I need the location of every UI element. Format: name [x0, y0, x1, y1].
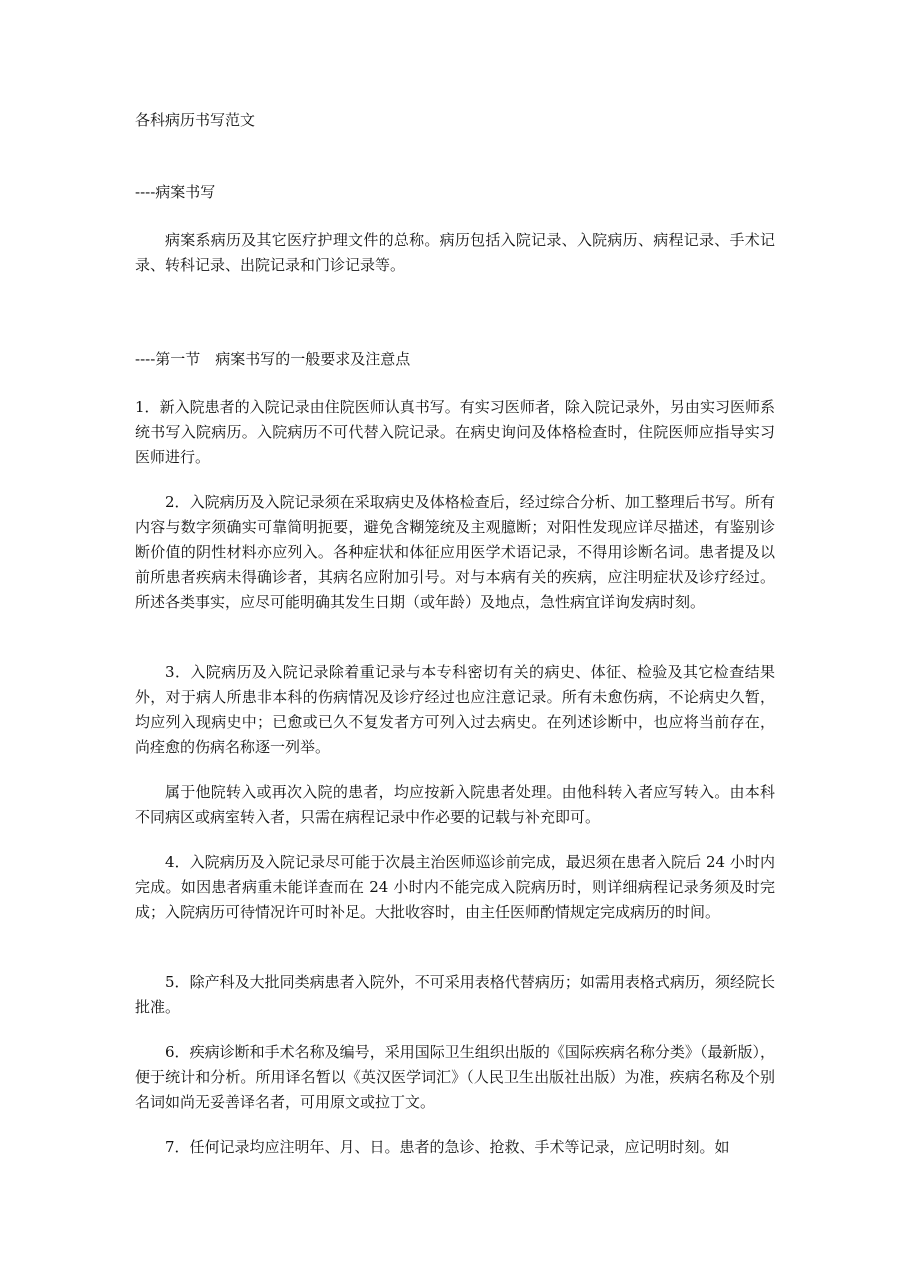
paragraph-4: 4．入院病历及入院记录尽可能于次晨主治医师巡诊前完成，最迟须在患者入院后 24 小时内完成。如因患者病重未能详查而在 24 小时内不能完成入院病历时，则详细病程记录务须及时完成；入院病历可待情况许可时补足。大批收容时，由主任医师酌情规定完成病历的时间。 [135, 853, 775, 921]
section-heading: ----病案书写 [135, 183, 216, 201]
paragraph-transfer: 属于他院转入或再次入院的患者，均应按新入院患者处理。由他科转入者应写转入。由本科不同病区或病室转入者，只需在病程记录中作必要的记载与补充即可。 [135, 783, 775, 826]
chapter-heading: ----第一节 病案书写的一般要求及注意点 [135, 350, 411, 368]
paragraph-5: 5．除产科及大批同类病患者入院外，不可采用表格代替病历；如需用表格式病历，须经院长批准。 [135, 973, 775, 1016]
paragraph-6: 6．疾病诊断和手术名称及编号，采用国际卫生组织出版的《国际疾病名称分类》（最新版），便于统计和分析。所用译名暂以《英汉医学词汇》（人民卫生出版社出版）为准，疾病名称及个别名词如尚无妥善译名者，可用原文或拉丁文。 [135, 1043, 775, 1111]
paragraph-1: 1．新入院患者的入院记录由住院医师认真书写。有实习医师者，除入院记录外，另由实习医师系统书写入院病历。入院病历不可代替入院记录。在病史询问及体格检查时，住院医师应指导实习医师进行。 [135, 398, 775, 466]
document-title: 各科病历书写范文 [135, 111, 256, 129]
paragraph-2: 2．入院病历及入院记录须在采取病史及体格检查后，经过综合分析、加工整理后书写。所有内容与数字须确实可靠简明扼要，避免含糊笼统及主观臆断；对阳性发现应详尽描述，有鉴别诊断价值的阴性材料亦应列入。各种症状和体征应用医学术语记录，不得用诊断名词。患者提及以前所患者疾病未得确诊者，其病名应附加引号。对与本病有关的疾病，应注明症状及诊疗经过。所述各类事实，应尽可能明确其发生日期（或年龄）及地点，急性病宜详询发病时刻。 [135, 493, 775, 611]
paragraph-3: 3．入院病历及入院记录除着重记录与本专科密切有关的病史、体征、检验及其它检查结果外，对于病人所患非本科的伤病情况及诊疗经过也应注意记录。所有未愈伤病，不论病史久暂，均应列入现病史中；已愈或已久不复发者方可列入过去病史。在列述诊断中，也应将当前存在，尚痊愈的伤病名称逐一列举。 [135, 663, 775, 756]
paragraph-7: 7．任何记录均应注明年、月、日。患者的急诊、抢救、手术等记录，应记明时刻。如 [165, 1138, 730, 1156]
intro-paragraph: 病案系病历及其它医疗护理文件的总称。病历包括入院记录、入院病历、病程记录、手术记录、转科记录、出院记录和门诊记录等。 [135, 231, 775, 274]
